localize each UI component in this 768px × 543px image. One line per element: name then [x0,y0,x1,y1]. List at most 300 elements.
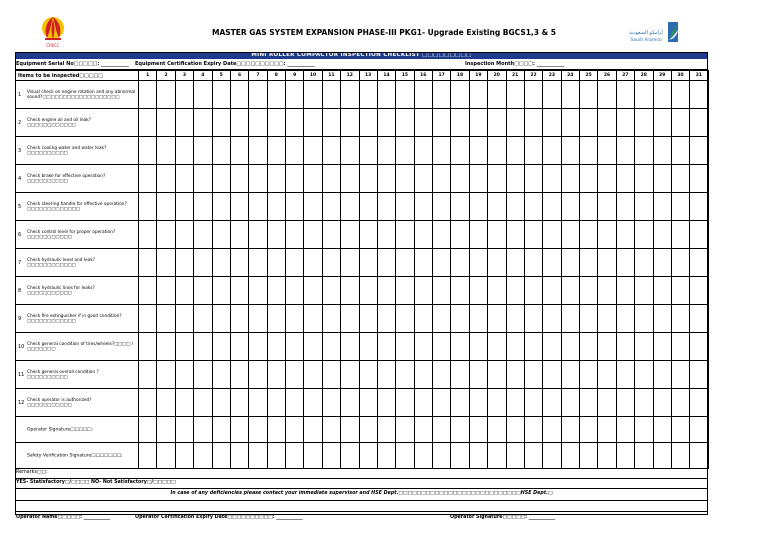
check-cell[interactable] [139,109,157,137]
check-cell[interactable] [488,137,506,165]
check-cell[interactable] [451,249,469,277]
check-cell[interactable] [451,165,469,193]
check-cell[interactable] [377,165,395,193]
signature-cell[interactable] [139,443,157,469]
signature-cell[interactable] [561,417,579,443]
check-cell[interactable] [653,81,671,109]
check-cell[interactable] [230,193,248,221]
signature-cell[interactable] [377,443,395,469]
signature-cell[interactable] [561,443,579,469]
check-cell[interactable] [322,165,340,193]
check-cell[interactable] [249,277,267,305]
check-cell[interactable] [433,389,451,417]
check-cell[interactable] [580,389,598,417]
signature-cell[interactable] [322,417,340,443]
check-cell[interactable] [506,277,524,305]
check-cell[interactable] [286,193,304,221]
check-cell[interactable] [469,137,487,165]
check-cell[interactable] [598,221,616,249]
check-cell[interactable] [377,249,395,277]
signature-cell[interactable] [451,443,469,469]
signature-cell[interactable] [543,417,561,443]
check-cell[interactable] [157,333,175,361]
check-cell[interactable] [359,249,377,277]
check-cell[interactable] [377,333,395,361]
check-cell[interactable] [433,305,451,333]
check-cell[interactable] [690,109,708,137]
signature-cell[interactable] [175,443,193,469]
check-cell[interactable] [635,361,653,389]
check-cell[interactable] [653,109,671,137]
check-cell[interactable] [194,305,212,333]
check-cell[interactable] [598,277,616,305]
signature-cell[interactable] [653,443,671,469]
check-cell[interactable] [396,389,414,417]
check-cell[interactable] [653,361,671,389]
check-cell[interactable] [543,277,561,305]
signature-cell[interactable] [433,417,451,443]
check-cell[interactable] [653,389,671,417]
check-cell[interactable] [690,81,708,109]
check-cell[interactable] [561,165,579,193]
check-cell[interactable] [157,165,175,193]
check-cell[interactable] [598,81,616,109]
check-cell[interactable] [341,277,359,305]
signature-cell[interactable] [377,417,395,443]
check-cell[interactable] [359,137,377,165]
check-cell[interactable] [635,81,653,109]
check-cell[interactable] [359,221,377,249]
check-cell[interactable] [286,249,304,277]
check-cell[interactable] [598,389,616,417]
check-cell[interactable] [322,305,340,333]
check-cell[interactable] [286,109,304,137]
check-cell[interactable] [635,221,653,249]
check-cell[interactable] [286,305,304,333]
check-cell[interactable] [249,81,267,109]
check-cell[interactable] [469,277,487,305]
check-cell[interactable] [635,193,653,221]
signature-cell[interactable] [286,443,304,469]
signature-cell[interactable] [230,443,248,469]
signature-cell[interactable] [433,443,451,469]
check-cell[interactable] [543,249,561,277]
check-cell[interactable] [267,361,285,389]
check-cell[interactable] [451,361,469,389]
check-cell[interactable] [157,137,175,165]
check-cell[interactable] [304,333,322,361]
check-cell[interactable] [396,221,414,249]
check-cell[interactable] [690,361,708,389]
check-cell[interactable] [635,389,653,417]
check-cell[interactable] [175,137,193,165]
check-cell[interactable] [194,221,212,249]
check-cell[interactable] [286,81,304,109]
equipment-serial-field[interactable]: Equipment Serial No□□□□□: ___________ [16,61,129,67]
check-cell[interactable] [653,193,671,221]
check-cell[interactable] [543,109,561,137]
check-cell[interactable] [433,333,451,361]
check-cell[interactable] [304,193,322,221]
check-cell[interactable] [377,193,395,221]
check-cell[interactable] [157,221,175,249]
check-cell[interactable] [286,277,304,305]
check-cell[interactable] [230,109,248,137]
signature-cell[interactable] [616,443,634,469]
check-cell[interactable] [212,221,230,249]
check-cell[interactable] [249,221,267,249]
check-cell[interactable] [359,389,377,417]
check-cell[interactable] [561,81,579,109]
check-cell[interactable] [671,193,689,221]
check-cell[interactable] [249,193,267,221]
check-cell[interactable] [396,109,414,137]
signature-cell[interactable] [414,443,432,469]
signature-cell[interactable] [322,443,340,469]
check-cell[interactable] [267,137,285,165]
check-cell[interactable] [396,333,414,361]
check-cell[interactable] [267,389,285,417]
inspection-month-field[interactable]: Inspection Month□□□□: ___________ [465,61,565,67]
check-cell[interactable] [322,277,340,305]
check-cell[interactable] [139,361,157,389]
signature-cell[interactable] [506,443,524,469]
signature-cell[interactable] [488,443,506,469]
signature-cell[interactable] [635,417,653,443]
check-cell[interactable] [506,389,524,417]
check-cell[interactable] [469,165,487,193]
check-cell[interactable] [194,333,212,361]
check-cell[interactable] [616,305,634,333]
signature-cell[interactable] [671,443,689,469]
check-cell[interactable] [175,305,193,333]
check-cell[interactable] [286,221,304,249]
check-cell[interactable] [341,249,359,277]
check-cell[interactable] [212,109,230,137]
check-cell[interactable] [212,137,230,165]
check-cell[interactable] [212,81,230,109]
check-cell[interactable] [488,81,506,109]
check-cell[interactable] [671,109,689,137]
check-cell[interactable] [322,137,340,165]
check-cell[interactable] [690,137,708,165]
check-cell[interactable] [359,109,377,137]
check-cell[interactable] [616,81,634,109]
signature-cell[interactable] [267,417,285,443]
check-cell[interactable] [359,277,377,305]
check-cell[interactable] [175,389,193,417]
check-cell[interactable] [157,81,175,109]
check-cell[interactable] [451,333,469,361]
check-cell[interactable] [139,389,157,417]
check-cell[interactable] [690,333,708,361]
check-cell[interactable] [524,193,542,221]
check-cell[interactable] [616,249,634,277]
check-cell[interactable] [396,193,414,221]
check-cell[interactable] [488,193,506,221]
check-cell[interactable] [506,305,524,333]
check-cell[interactable] [433,249,451,277]
check-cell[interactable] [598,109,616,137]
check-cell[interactable] [561,137,579,165]
check-cell[interactable] [414,249,432,277]
check-cell[interactable] [249,249,267,277]
check-cell[interactable] [506,109,524,137]
check-cell[interactable] [414,361,432,389]
check-cell[interactable] [433,109,451,137]
check-cell[interactable] [598,333,616,361]
check-cell[interactable] [396,165,414,193]
check-cell[interactable] [635,165,653,193]
check-cell[interactable] [194,249,212,277]
check-cell[interactable] [488,109,506,137]
check-cell[interactable] [469,333,487,361]
check-cell[interactable] [524,81,542,109]
check-cell[interactable] [286,165,304,193]
check-cell[interactable] [230,333,248,361]
check-cell[interactable] [304,305,322,333]
check-cell[interactable] [175,221,193,249]
signature-cell[interactable] [580,417,598,443]
check-cell[interactable] [451,137,469,165]
signature-cell[interactable] [469,443,487,469]
check-cell[interactable] [341,333,359,361]
check-cell[interactable] [488,165,506,193]
signature-cell[interactable] [451,417,469,443]
signature-cell[interactable] [212,443,230,469]
check-cell[interactable] [469,305,487,333]
check-cell[interactable] [598,165,616,193]
check-cell[interactable] [635,277,653,305]
check-cell[interactable] [157,193,175,221]
check-cell[interactable] [359,361,377,389]
check-cell[interactable] [671,165,689,193]
check-cell[interactable] [157,109,175,137]
check-cell[interactable] [414,193,432,221]
check-cell[interactable] [543,389,561,417]
check-cell[interactable] [175,333,193,361]
signature-cell[interactable] [249,417,267,443]
signature-cell[interactable] [524,417,542,443]
check-cell[interactable] [230,221,248,249]
check-cell[interactable] [175,277,193,305]
check-cell[interactable] [359,81,377,109]
check-cell[interactable] [377,81,395,109]
check-cell[interactable] [635,305,653,333]
check-cell[interactable] [396,305,414,333]
check-cell[interactable] [157,305,175,333]
check-cell[interactable] [230,361,248,389]
check-cell[interactable] [341,221,359,249]
check-cell[interactable] [690,305,708,333]
check-cell[interactable] [561,305,579,333]
check-cell[interactable] [433,81,451,109]
check-cell[interactable] [359,193,377,221]
check-cell[interactable] [488,305,506,333]
check-cell[interactable] [653,277,671,305]
check-cell[interactable] [616,361,634,389]
signature-cell[interactable] [524,443,542,469]
check-cell[interactable] [377,277,395,305]
signature-cell[interactable] [543,443,561,469]
check-cell[interactable] [212,165,230,193]
check-cell[interactable] [230,277,248,305]
signature-cell[interactable] [598,417,616,443]
check-cell[interactable] [139,193,157,221]
check-cell[interactable] [543,333,561,361]
check-cell[interactable] [377,389,395,417]
check-cell[interactable] [230,389,248,417]
check-cell[interactable] [616,137,634,165]
check-cell[interactable] [341,305,359,333]
check-cell[interactable] [377,137,395,165]
check-cell[interactable] [543,193,561,221]
check-cell[interactable] [304,389,322,417]
check-cell[interactable] [139,165,157,193]
check-cell[interactable] [414,165,432,193]
check-cell[interactable] [543,165,561,193]
check-cell[interactable] [506,249,524,277]
check-cell[interactable] [598,361,616,389]
check-cell[interactable] [671,389,689,417]
check-cell[interactable] [543,361,561,389]
check-cell[interactable] [139,277,157,305]
check-cell[interactable] [175,361,193,389]
check-cell[interactable] [304,109,322,137]
check-cell[interactable] [543,221,561,249]
check-cell[interactable] [524,137,542,165]
check-cell[interactable] [377,221,395,249]
check-cell[interactable] [598,249,616,277]
check-cell[interactable] [212,333,230,361]
check-cell[interactable] [249,137,267,165]
check-cell[interactable] [212,389,230,417]
signature-cell[interactable] [267,443,285,469]
check-cell[interactable] [341,361,359,389]
check-cell[interactable] [580,81,598,109]
check-cell[interactable] [139,305,157,333]
check-cell[interactable] [304,165,322,193]
signature-cell[interactable] [396,443,414,469]
signature-cell[interactable] [469,417,487,443]
check-cell[interactable] [212,277,230,305]
check-cell[interactable] [671,333,689,361]
check-cell[interactable] [377,361,395,389]
check-cell[interactable] [212,193,230,221]
check-cell[interactable] [469,193,487,221]
check-cell[interactable] [304,277,322,305]
signature-cell[interactable] [488,417,506,443]
check-cell[interactable] [249,109,267,137]
check-cell[interactable] [286,389,304,417]
signature-cell[interactable] [359,443,377,469]
check-cell[interactable] [322,361,340,389]
check-cell[interactable] [561,277,579,305]
check-cell[interactable] [433,361,451,389]
check-cell[interactable] [414,305,432,333]
check-cell[interactable] [469,81,487,109]
signature-cell[interactable] [580,443,598,469]
check-cell[interactable] [690,221,708,249]
check-cell[interactable] [543,137,561,165]
check-cell[interactable] [653,249,671,277]
check-cell[interactable] [230,165,248,193]
check-cell[interactable] [267,193,285,221]
check-cell[interactable] [580,249,598,277]
check-cell[interactable] [304,81,322,109]
check-cell[interactable] [396,137,414,165]
check-cell[interactable] [616,277,634,305]
signature-cell[interactable] [690,417,708,443]
check-cell[interactable] [451,305,469,333]
signature-cell[interactable] [249,443,267,469]
check-cell[interactable] [433,277,451,305]
check-cell[interactable] [653,333,671,361]
check-cell[interactable] [524,249,542,277]
check-cell[interactable] [488,389,506,417]
check-cell[interactable] [322,193,340,221]
check-cell[interactable] [598,137,616,165]
check-cell[interactable] [524,361,542,389]
check-cell[interactable] [230,305,248,333]
check-cell[interactable] [267,333,285,361]
check-cell[interactable] [267,249,285,277]
check-cell[interactable] [377,305,395,333]
check-cell[interactable] [616,333,634,361]
signature-cell[interactable] [506,417,524,443]
signature-cell[interactable] [286,417,304,443]
signature-cell[interactable] [598,443,616,469]
check-cell[interactable] [267,221,285,249]
check-cell[interactable] [157,249,175,277]
check-cell[interactable] [580,333,598,361]
check-cell[interactable] [488,249,506,277]
check-cell[interactable] [175,165,193,193]
signature-cell[interactable] [304,417,322,443]
check-cell[interactable] [267,305,285,333]
check-cell[interactable] [451,221,469,249]
equipment-cert-expiry-field[interactable]: Equipment Certification Expiry Date□□□□□□□□□□: ___________ [135,61,315,67]
check-cell[interactable] [671,81,689,109]
signature-cell[interactable] [635,443,653,469]
check-cell[interactable] [341,81,359,109]
check-cell[interactable] [414,389,432,417]
check-cell[interactable] [341,137,359,165]
check-cell[interactable] [671,277,689,305]
check-cell[interactable] [451,109,469,137]
check-cell[interactable] [616,193,634,221]
check-cell[interactable] [304,221,322,249]
check-cell[interactable] [359,165,377,193]
signature-cell[interactable] [230,417,248,443]
check-cell[interactable] [322,249,340,277]
check-cell[interactable] [175,193,193,221]
check-cell[interactable] [671,305,689,333]
check-cell[interactable] [175,109,193,137]
check-cell[interactable] [157,389,175,417]
check-cell[interactable] [616,221,634,249]
check-cell[interactable] [212,361,230,389]
check-cell[interactable] [598,305,616,333]
check-cell[interactable] [414,333,432,361]
check-cell[interactable] [506,361,524,389]
check-cell[interactable] [249,361,267,389]
check-cell[interactable] [469,109,487,137]
operator-name-field[interactable]: Operator Name□□□□□: ___________ [16,515,111,520]
check-cell[interactable] [414,221,432,249]
check-cell[interactable] [580,305,598,333]
check-cell[interactable] [561,361,579,389]
